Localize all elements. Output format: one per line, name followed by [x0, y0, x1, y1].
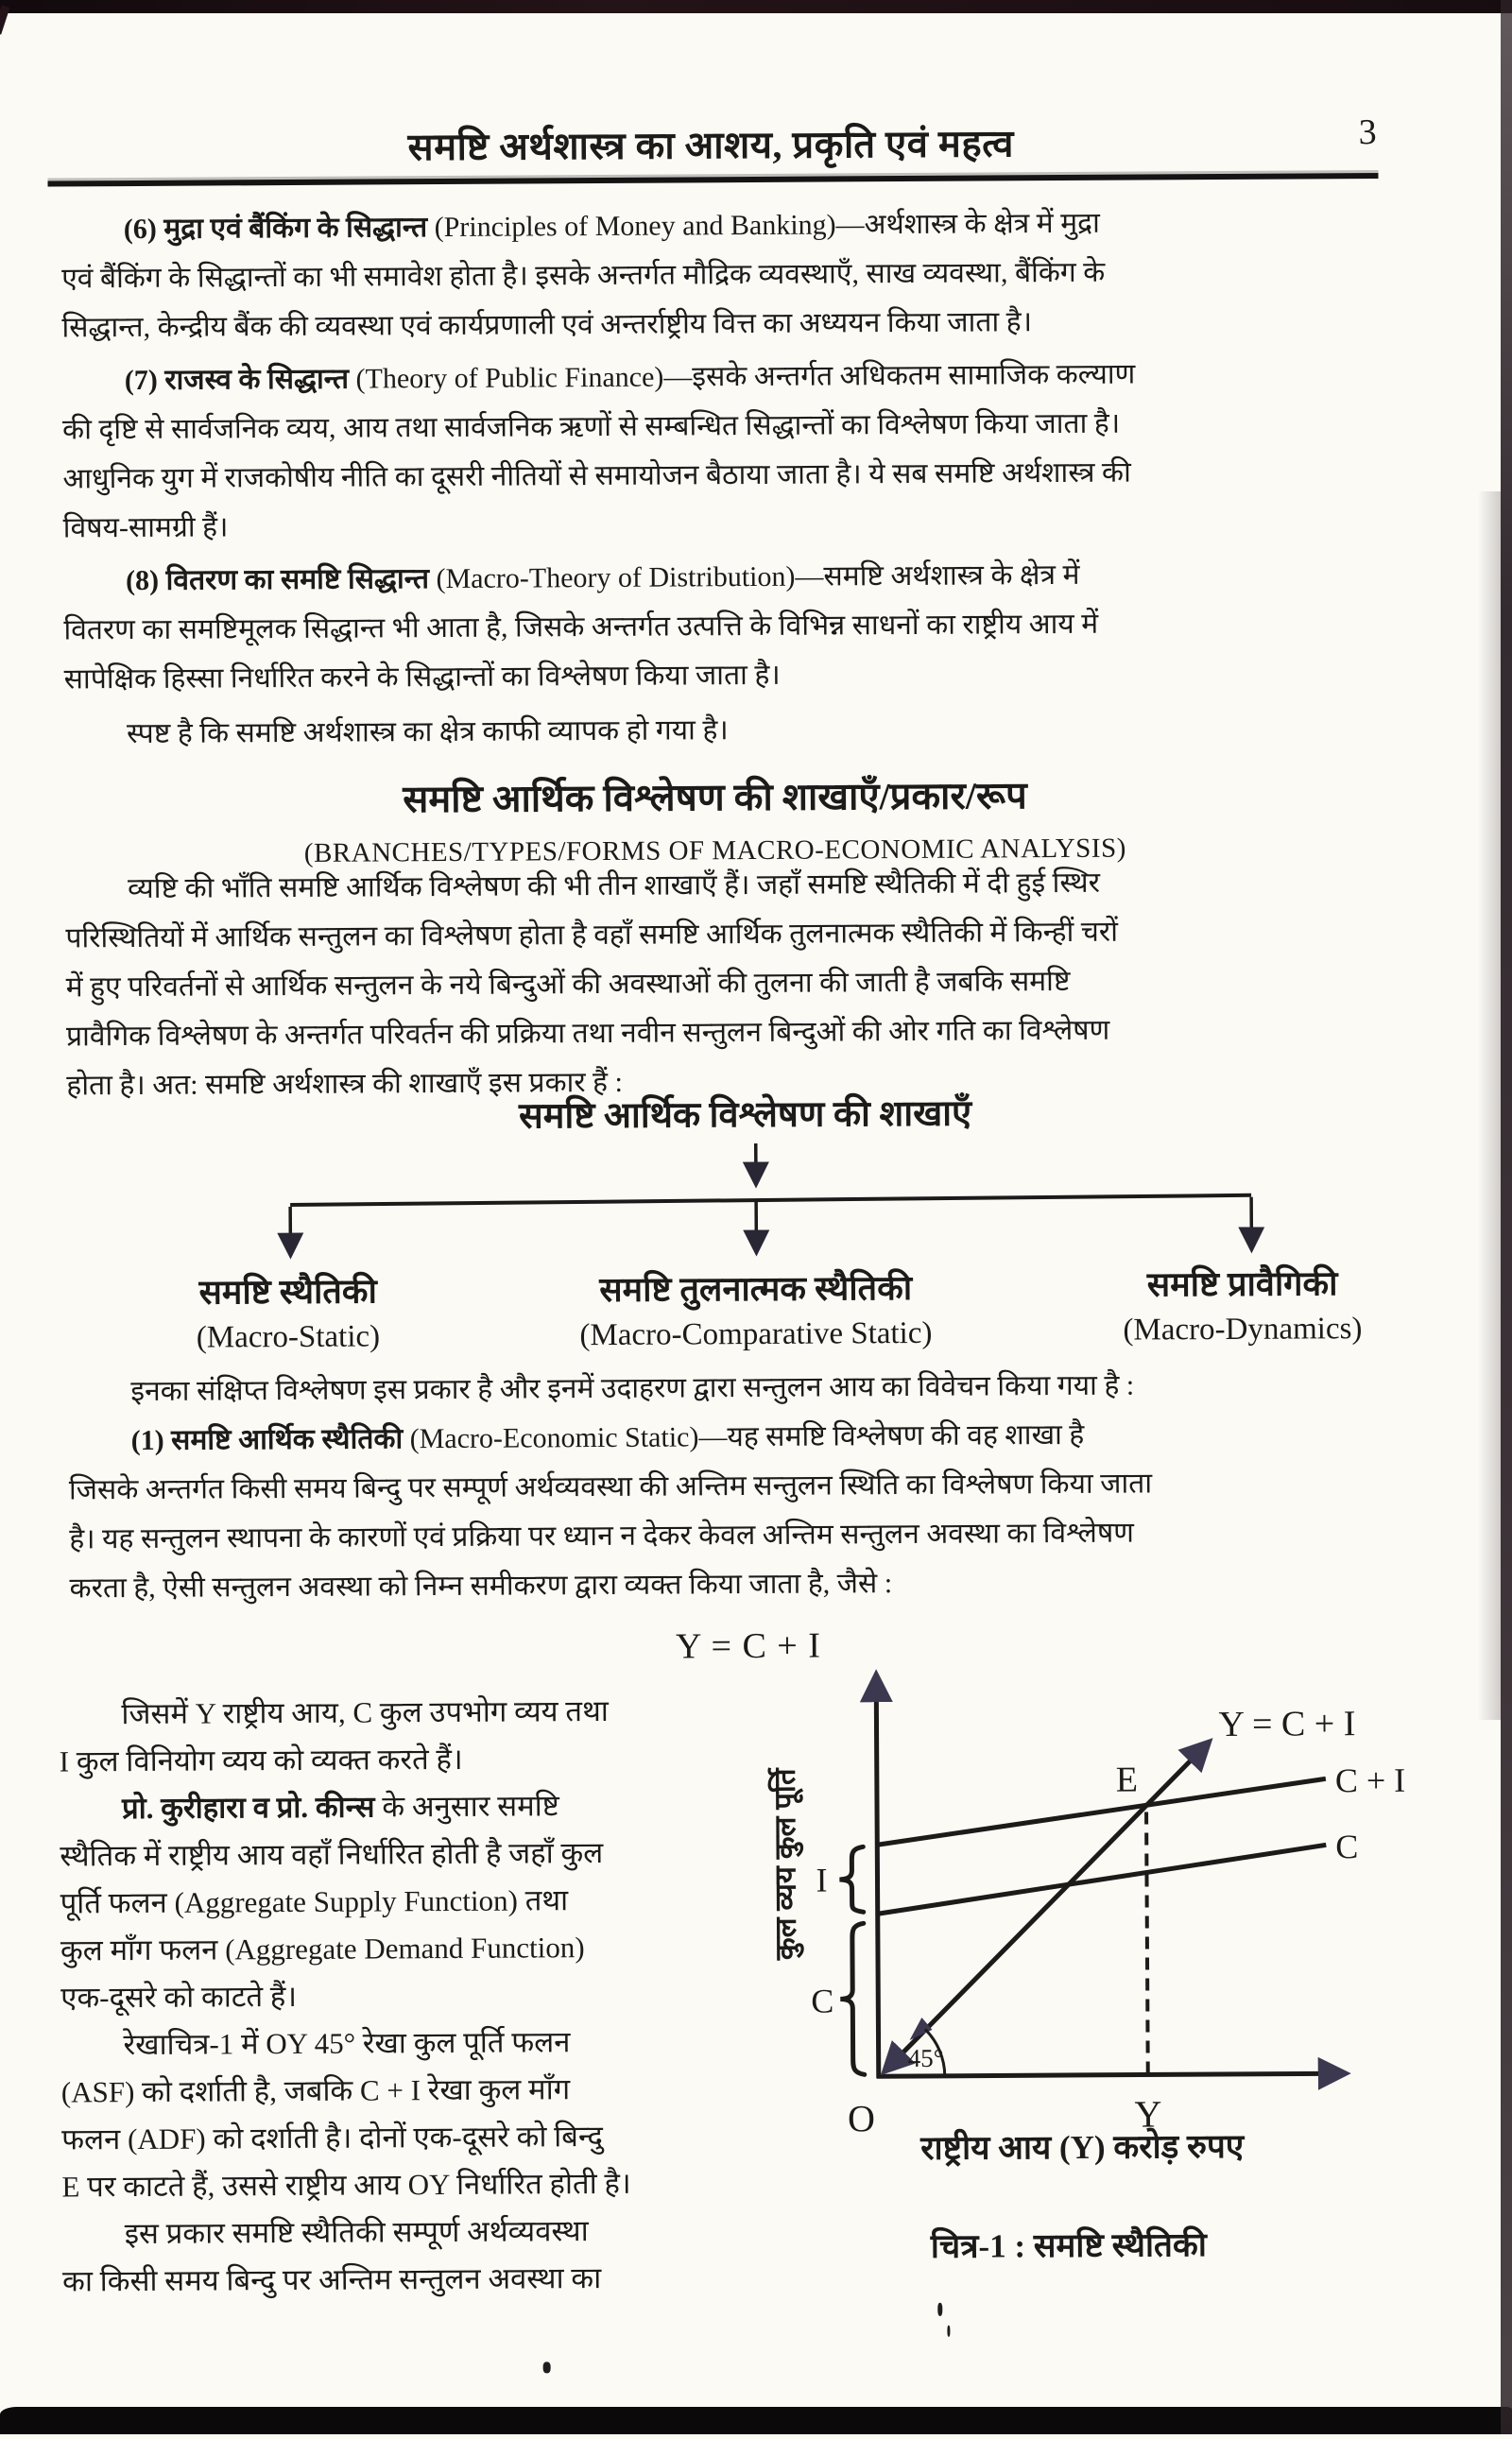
paragraph-8: [63, 550, 1444, 706]
tree-title: समष्टि आर्थिक विश्लेषण की शाखाएँ: [69, 1085, 1420, 1142]
branch-label-english: (Macro-Static): [104, 1315, 472, 1361]
text-line: (ASF) को दर्शाती है, जबकि C + I रेखा कुल माँग: [61, 2066, 761, 2118]
para-lead: (7) राजस्व के सिद्धान्त: [125, 364, 350, 396]
equilibrium-dashed-line: [1146, 1812, 1148, 2072]
text-line: एक-दूसरे को काटते हैं।: [60, 1971, 760, 2023]
paragraph-6: [61, 198, 1442, 354]
c-line-label: C: [1335, 1828, 1358, 1865]
c-line: [877, 1845, 1326, 1914]
text-line: स्थैतिक में राष्ट्रीय आय वहाँ निर्धारित होती है जहाँ कुल: [60, 1829, 759, 1881]
text-line: की दृष्टि से सार्वजनिक व्यय, आय तथा सार्वजनिक ऋणों से सम्बन्धित सिद्धान्तों का विश्लेषण किया जाता है।: [62, 399, 1442, 456]
text-line: पूर्ति फलन (Aggregate Supply Function) तथा: [60, 1877, 759, 1929]
origin-label: O: [848, 2097, 875, 2139]
y-axis-label: कुल व्यय कुल पूर्ति: [767, 1767, 805, 1961]
text-line: [68, 1410, 1448, 1468]
branch-label-hindi: समष्टि प्रावैगिकी: [1025, 1260, 1460, 1310]
text-line: सिद्धान्त, केन्द्रीय बैंक की व्यवस्था एवं कार्यप्रणाली एवं अन्तर्राष्ट्रीय वित्त का अध्ययन किया जाता है।: [61, 297, 1441, 354]
para-text: (Theory of Public Finance)—इसके अन्तर्गत अधिकतम सामाजिक कल्याण: [349, 359, 1135, 395]
figure-1-graph: [748, 1647, 1512, 2143]
text-line: [60, 1782, 759, 1834]
text-line: E पर काटते हैं, उससे राष्ट्रीय आय OY निर्धारित होती है।: [61, 2160, 761, 2212]
branch-label-hindi: समष्टि स्थैतिकी: [104, 1268, 472, 1317]
text-line: जिसके अन्तर्गत किसी समय बिन्दु पर सम्पूर्ण अर्थव्यवस्था की अन्तिम सन्तुलन स्थिति का विश्लेषण किया जाता: [69, 1459, 1449, 1517]
ink-speck: [937, 2303, 942, 2316]
angle-label: 45°: [908, 2044, 944, 2072]
x-point-label: Y: [1134, 2092, 1161, 2135]
section-intro: [65, 858, 1447, 1112]
ci-line: [877, 1778, 1326, 1845]
figure-caption: चित्र-1 : समष्टि स्थैतिकी: [804, 2221, 1333, 2268]
text-line: स्पष्ट है कि समष्टि अर्थशास्त्र का क्षेत्र काफी व्यापक हो गया है।: [64, 703, 1444, 761]
text-line: प्रावैगिक विश्लेषण के अन्तर्गत परिवर्तन की प्रक्रिया तथा नवीन सन्तुलन बिन्दुओं की ओर गति का विश्लेषण: [66, 1005, 1446, 1063]
ci-line-label: C + I: [1335, 1761, 1406, 1799]
para-lead: (1) समष्टि आर्थिक स्थैतिकी: [131, 1423, 404, 1456]
x-axis: [877, 2073, 1345, 2076]
brace-i-label: I: [816, 1862, 827, 1899]
text-line: में हुए परिवर्तनों से आर्थिक सन्तुलन के नये बिन्दुओं की अवस्थाओं की तुलना की जाती है जबकि समष्टि: [66, 956, 1446, 1014]
text-line: होता है। अत: समष्टि अर्थशास्त्र की शाखाएँ इस प्रकार हैं :: [66, 1055, 1446, 1112]
branch-label-english: (Macro-Dynamics): [1025, 1307, 1460, 1353]
text-line: फलन (ADF) को दर्शाती है। दोनों एक-दूसरे को बिन्दु: [61, 2113, 761, 2165]
text-line: इस प्रकार समष्टि स्थैतिकी सम्पूर्ण अर्थव्यवस्था: [62, 2207, 762, 2259]
para-text: (Principles of Money and Banking)—अर्थशास्त्र के क्षेत्र में मुद्रा: [427, 208, 1100, 243]
brace-c-label: C: [811, 1983, 833, 2020]
para-text: (Macro-Economic Static)—यह समष्टि विश्लेषण की वह शाखा है: [403, 1419, 1084, 1454]
figure-x-axis-label: राष्ट्रीय आय (Y) करोड़ रुपए: [808, 2122, 1356, 2171]
tree-connector-lines: [259, 1139, 1280, 1272]
section-heading: समष्टि आर्थिक विश्लेषण की शाखाएँ/प्रकार/रूप: [67, 765, 1362, 825]
para-lead: (8) वितरण का समष्टि सिद्धान्त: [126, 563, 429, 596]
line45-label: Y = C + I: [1218, 1704, 1355, 1744]
para-text: (Macro-Theory of Distribution)—समष्टि अर्थशास्त्र के क्षेत्र में: [429, 559, 1080, 594]
text-line: आधुनिक युग में राजकोषीय नीति का दूसरी नीतियों से समायोजन बैठाया जाता है। ये सब समष्टि अर्थशास्त्र की: [62, 448, 1442, 506]
y-axis: [876, 1675, 879, 2078]
after-tree-line: [68, 1361, 1448, 1418]
section-subheading: (BRANCHES/TYPES/FORMS OF MACRO-ECONOMIC ANALYSIS): [68, 832, 1363, 870]
tree-horizontal-line: [290, 1195, 1251, 1205]
ink-speck: [947, 2326, 950, 2337]
text-line: [61, 198, 1441, 256]
text-line: है। यह सन्तुलन स्थापना के कारणों एवं प्रक्रिया पर ध्यान न देकर केवल अन्तिम सन्तुलन अवस्था का विश्लेषण: [69, 1508, 1449, 1566]
tree-branch-macro-dynamics: [1025, 1260, 1461, 1353]
equation: Y = C + I: [73, 1622, 1424, 1672]
closing-note: [64, 703, 1444, 761]
text-line: कुल माँग फलन (Aggregate Demand Function): [60, 1924, 760, 1976]
text-line: रेखाचित्र-1 में OY 45° रेखा कुल पूर्ति फलन: [60, 2018, 760, 2070]
point-e-label: E: [1116, 1761, 1138, 1800]
ink-speck: [543, 2362, 551, 2373]
header-rule: [48, 173, 1379, 187]
text-line: व्यष्टि की भाँति समष्टि आर्थिक विश्लेषण की भी तीन शाखाएँ हैं। जहाँ समष्टि स्थैतिकी में दी हुई स्थिर: [65, 858, 1445, 916]
branch-label-english: (Macro-Comparative Static): [506, 1312, 1006, 1358]
text-line: [62, 350, 1442, 407]
text-line: इनका संक्षिप्त विश्लेषण इस प्रकार है और इनमें उदाहरण द्वारा सन्तुलन आय का विवेचन किया गया है :: [68, 1361, 1448, 1418]
text-line: जिसमें Y राष्ट्रीय आय, C कुल उपभोग व्यय तथा: [59, 1688, 758, 1740]
tree-branch-macro-comparative-static: [506, 1264, 1007, 1358]
para-lead: (6) मुद्रा एवं बैंकिंग के सिद्धान्त: [124, 212, 428, 245]
text-line: I कुल विनियोग व्यय को व्यक्त करते हैं।: [60, 1735, 759, 1787]
left-column: [59, 1688, 762, 2307]
text-line: करता है, ऐसी सन्तुलन अवस्था को निम्न समीकरण द्वारा व्यक्त किया जाता है, जैसे :: [69, 1557, 1449, 1615]
page-number: 3: [1339, 112, 1396, 153]
para-lead: प्रो. कुरीहारा व प्रो. कीन्स: [122, 1790, 375, 1825]
text-line: विषय-सामग्री हैं।: [63, 497, 1443, 555]
paragraph-1: [68, 1410, 1449, 1615]
brace-c: [840, 1923, 865, 2074]
text-line: एवं बैंकिंग के सिद्धान्तों का भी समावेश होता है। इसके अन्तर्गत मौद्रिक व्यवस्थाएँ, साख व्यवस्था, बैंकिंग के: [61, 248, 1441, 305]
page-title: समष्टि अर्थशास्त्र का आशय, प्रकृति एवं महत्व: [63, 113, 1358, 173]
text-line: का किसी समय बिन्दु पर अन्तिम सन्तुलन अवस्था का: [62, 2255, 762, 2307]
para-text: के अनुसार समष्टि: [374, 1789, 558, 1823]
paragraph-7: [62, 350, 1443, 555]
text-line: परिस्थितियों में आर्थिक सन्तुलन का विश्लेषण होता है वहाँ समष्टि आर्थिक तुलनात्मक स्थैतिकी में किन्हीं चरों: [65, 907, 1445, 965]
branch-label-hindi: समष्टि तुलनात्मक स्थैतिकी: [506, 1264, 1006, 1314]
text-line: सापेक्षिक हिस्सा निर्धारित करने के सिद्धान्तों का विश्लेषण किया जाता है।: [64, 648, 1444, 706]
text-line: वितरण का समष्टिमूलक सिद्धान्त भी आता है, जिसके अन्तर्गत उत्पत्ति के विभिन्न साधनों का राष्ट्रीय आय में: [63, 599, 1443, 657]
brace-i: [839, 1846, 863, 1912]
tree-branch-macro-static: [104, 1268, 473, 1361]
text-line: [63, 550, 1443, 608]
